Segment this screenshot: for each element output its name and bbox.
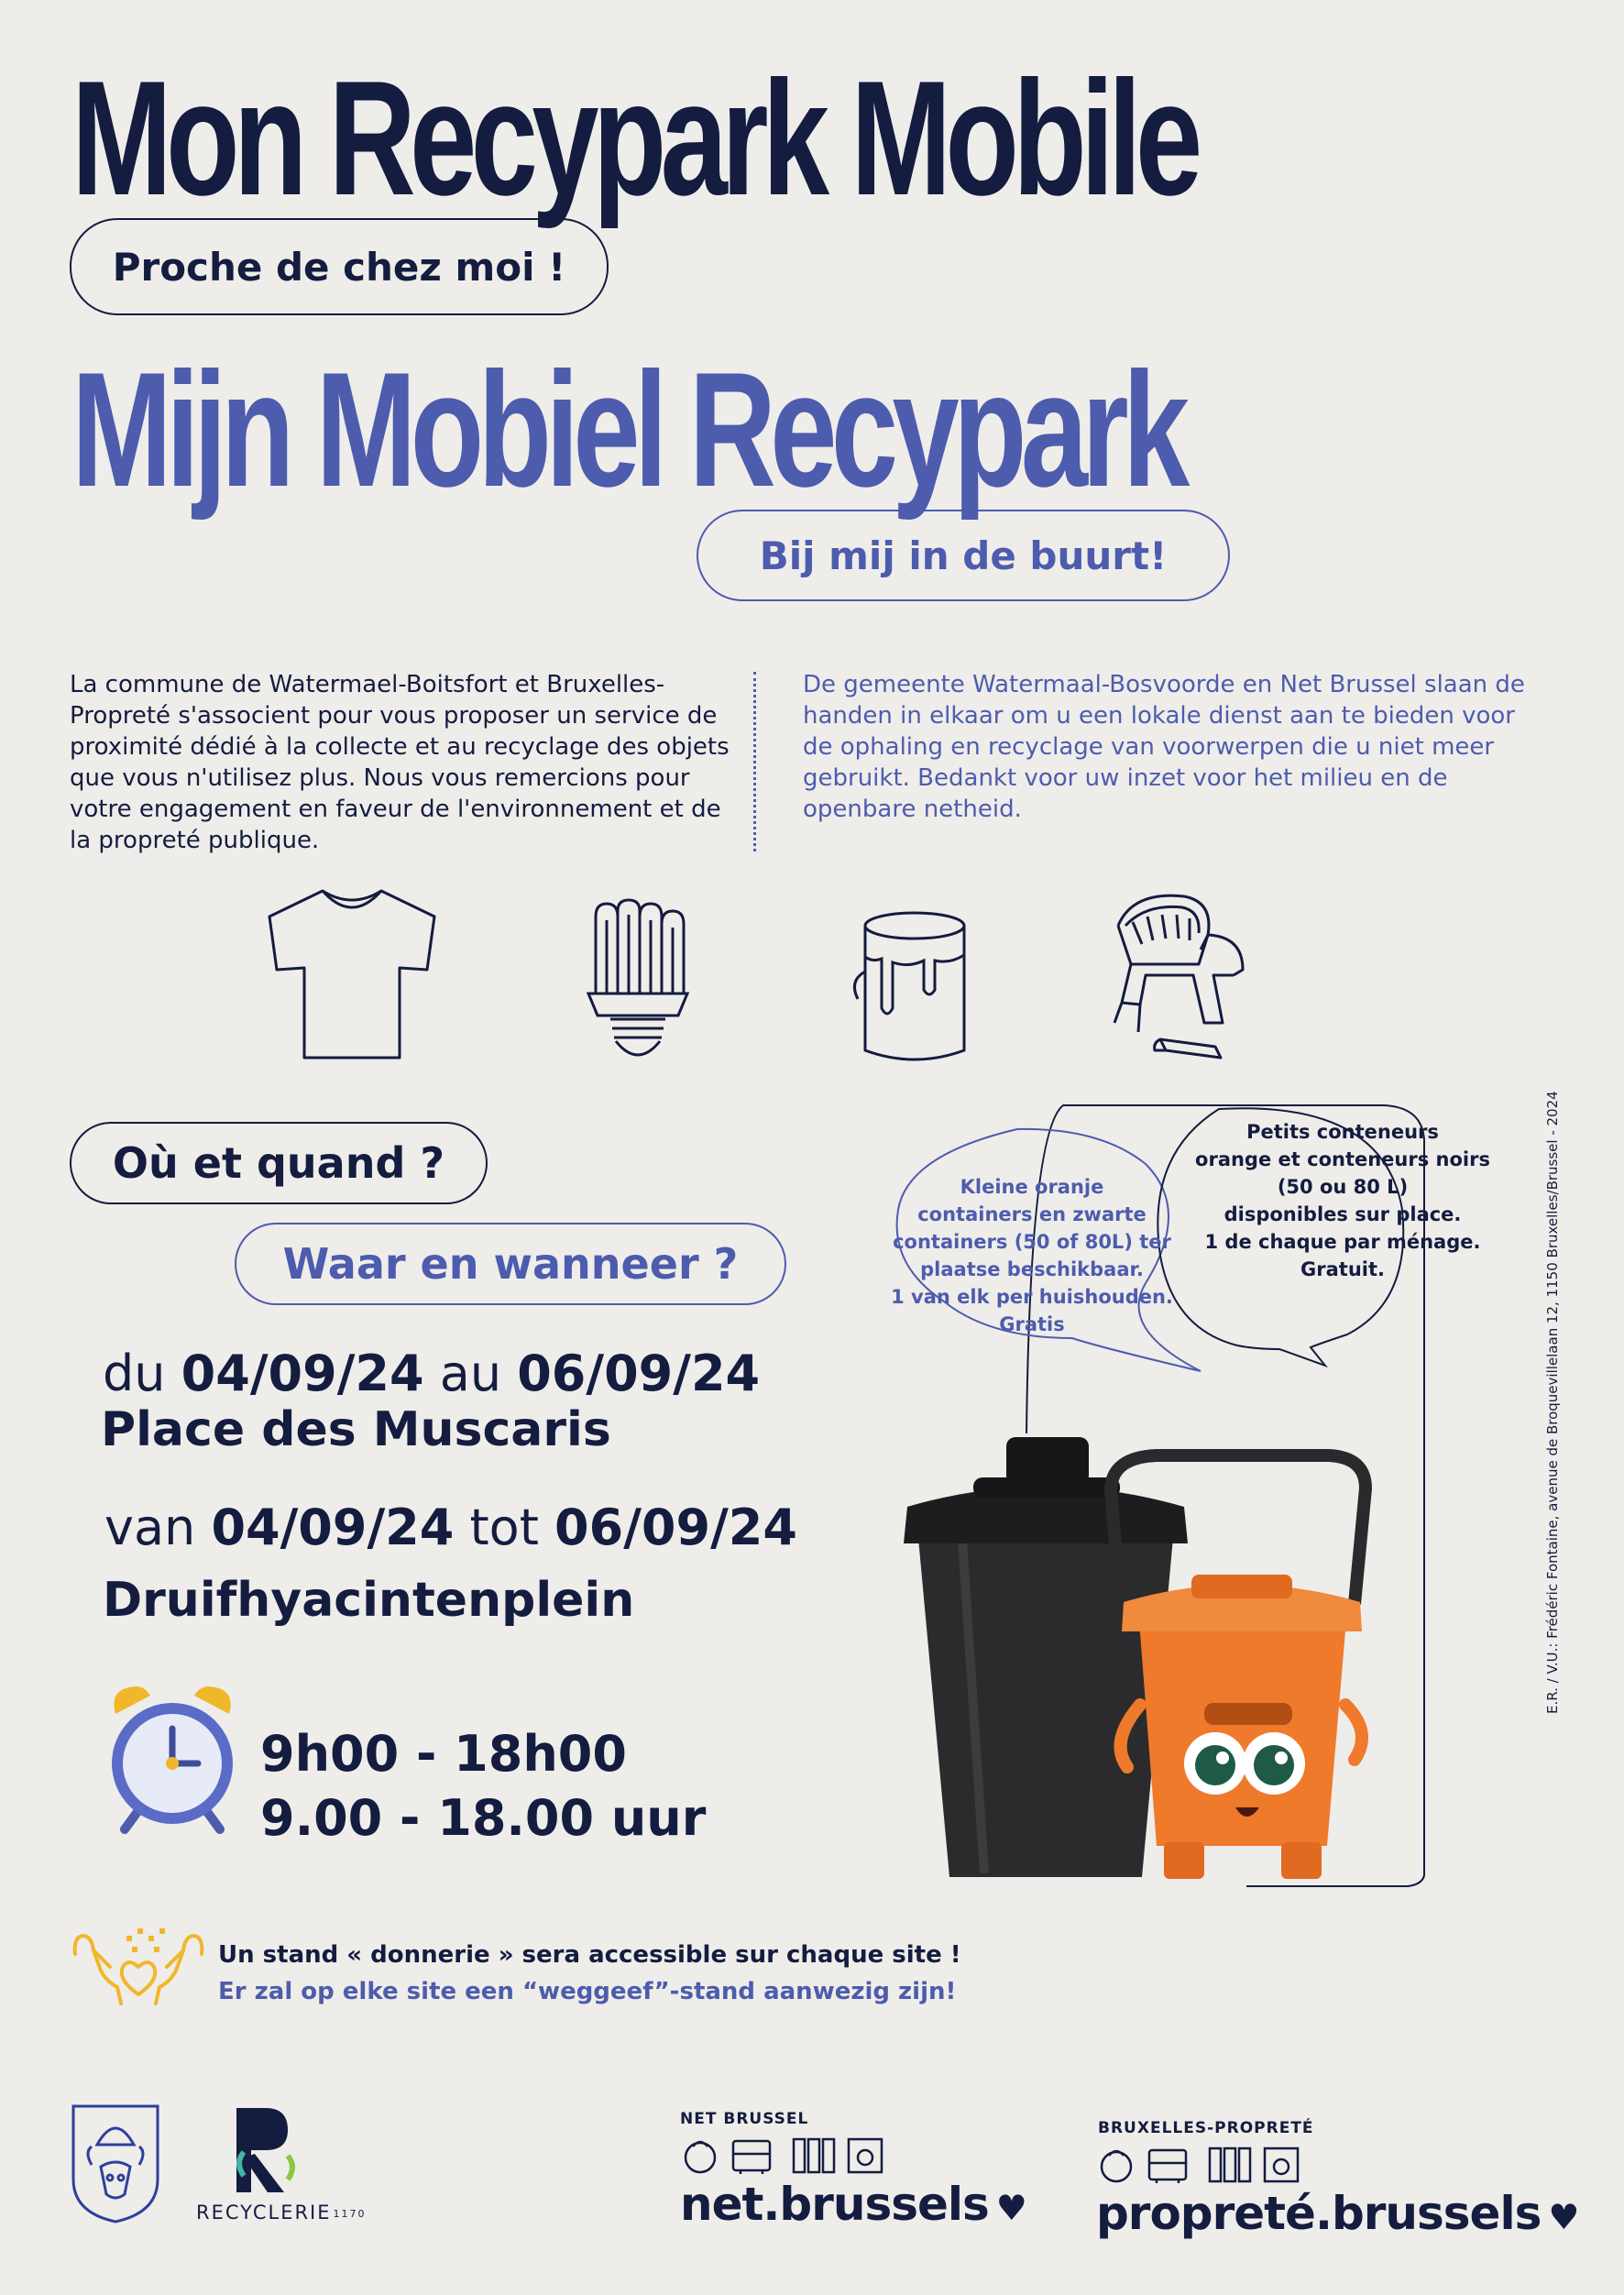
plastic-chair-icon (1105, 885, 1256, 1069)
net-brussels-text: net.brussels (680, 2178, 989, 2231)
bubble-nl-line: plaatse beschikbaar. (920, 1258, 1144, 1280)
bubble-nl (883, 1173, 1180, 1338)
title-fr: Mon Recypark Mobile (71, 47, 1197, 229)
alarm-clock-icon (103, 1681, 242, 1835)
where-nl-pill (235, 1223, 786, 1305)
credit-text: E.R. / V.U.: Frédéric Fontaine, avenue de Broquevillelaan 12, 1150 Bruxelles/Brussel - 2024 (1544, 1091, 1561, 1714)
net-brussel-caption: NET BRUSSEL (680, 2110, 809, 2128)
date-nl-pre: van (104, 1499, 212, 1556)
bubble-nl-line: Gratis (999, 1313, 1065, 1335)
paint-can-icon (845, 907, 970, 1063)
net-service-icons (682, 2134, 885, 2176)
proprete-brussels-text: propreté.brussels (1096, 2187, 1542, 2240)
bubble-fr-line: disponibles sur place. (1223, 1203, 1462, 1225)
bubble-nl-line: containers en zwarte (917, 1203, 1147, 1225)
bubble-fr-line: 1 de chaque par ménage. (1204, 1231, 1481, 1253)
date-nl-mid: tot (454, 1499, 555, 1556)
date-range-nl (104, 1499, 797, 1556)
bubble-fr-line: (50 ou 80 L) (1277, 1176, 1409, 1198)
intro-fr: La commune de Watermael-Boitsfort et Bruxelles-Propreté s'associent pour vous proposer un service de proximité dédié à la collecte et au recyclage des objets que vous n'utilisez plus. Nous vous remercions pour votre engagement en faveur de l'environnement et de la propreté publique. (70, 671, 730, 854)
heart-icon: ♥ (995, 2188, 1026, 2228)
intro-divider (753, 672, 756, 851)
bubble-fr-line: Gratuit. (1300, 1258, 1385, 1280)
recyclerie-label (196, 2202, 367, 2224)
bins-illustration (871, 1430, 1384, 1888)
bubble-fr (1191, 1118, 1494, 1283)
subtitle-nl-pill (697, 510, 1230, 601)
bubble-fr-line: orange et conteneurs noirs (1195, 1148, 1490, 1170)
title-nl: Mijn Mobiel Recypark (71, 338, 1184, 521)
bubble-nl-line: Kleine oranje (960, 1176, 1104, 1198)
bubble-nl-line: 1 van elk per huishouden. (891, 1286, 1173, 1308)
net-brussels-wordmark (680, 2178, 1026, 2231)
subtitle-fr-pill (70, 218, 609, 315)
heart-icon: ♥ (1548, 2197, 1579, 2237)
light-bulb-icon (583, 898, 693, 1067)
proprete-service-icons (1098, 2143, 1301, 2185)
date-nl-to: 06/09/24 (554, 1499, 797, 1556)
hours-fr: 9h00 - 18h00 (260, 1725, 627, 1783)
where-fr: Où et quand ? (112, 1138, 445, 1188)
bubble-fr-line: Petits conteneurs (1246, 1121, 1439, 1143)
date-nl-from: 04/09/24 (211, 1499, 455, 1556)
bubble-nl-line: containers (50 of 80L) ter (893, 1231, 1171, 1253)
bruxelles-proprete-caption: BRUXELLES-PROPRETÉ (1098, 2119, 1314, 2137)
donnerie-nl: Er zal op elke site een “weggeef”-stand aanwezig zijn! (218, 1978, 957, 2005)
municipality-crest-logo (70, 2103, 161, 2225)
tshirt-icon (262, 887, 442, 1063)
where-nl: Waar en wanneer ? (282, 1239, 739, 1289)
recyclerie-number: 1170 (333, 2207, 367, 2220)
place-fr: Place des Muscaris (101, 1402, 611, 1457)
donnerie-fr: Un stand « donnerie » sera accessible sur chaque site ! (218, 1941, 961, 1969)
date-fr-mid: au (423, 1345, 518, 1402)
date-fr-from: 04/09/24 (181, 1345, 424, 1402)
recyclerie-r-logo (231, 2104, 297, 2196)
intro-nl: De gemeente Watermaal-Bosvoorde en Net Brussel slaan de handen in elkaar om u een lokale dienst aan te bieden voor de ophaling en recyclage van voorwerpen die u niet meer gebruikt. Bedankt voor uw inzet voor het milieu en de openbare netheid. (803, 671, 1525, 823)
proprete-brussels-wordmark (1096, 2187, 1578, 2240)
where-fr-pill (70, 1122, 488, 1204)
place-nl: Druifhyacintenplein (103, 1573, 635, 1628)
date-range-fr (103, 1345, 761, 1402)
subtitle-nl: Bij mij in de buurt! (759, 533, 1168, 578)
subtitle-fr: Proche de chez moi ! (112, 244, 566, 290)
date-fr-to: 06/09/24 (517, 1345, 761, 1402)
recyclerie-text: RECYCLERIE (196, 2202, 332, 2224)
hours-nl: 9.00 - 18.00 uur (260, 1789, 707, 1847)
date-fr-pre: du (103, 1345, 181, 1402)
hands-heart-icon (70, 1923, 207, 2007)
